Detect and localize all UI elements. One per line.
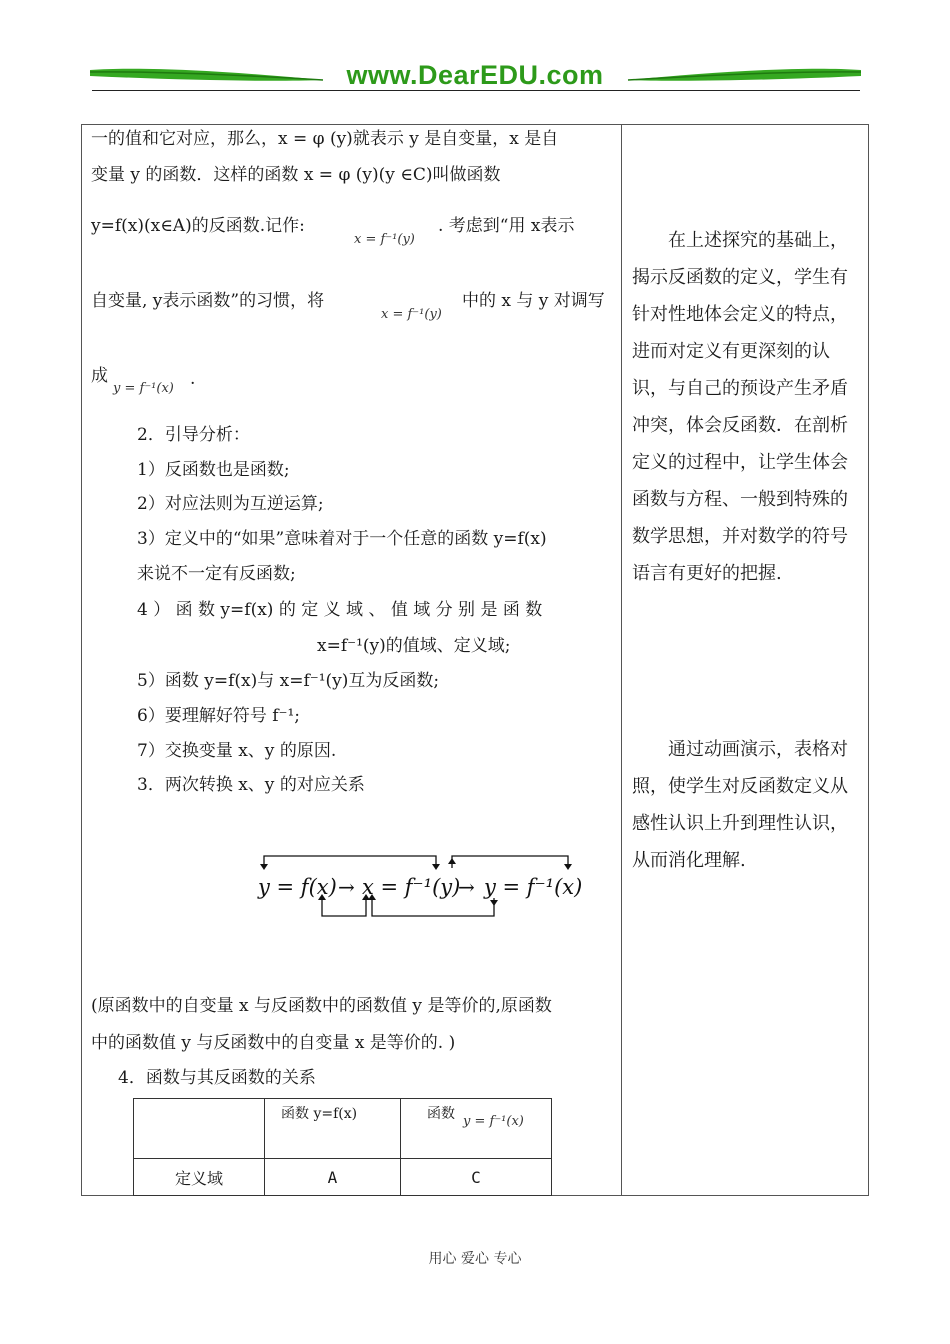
list-item: 2）对应法则为互逆运算; (137, 494, 324, 514)
arrow-head (432, 864, 440, 870)
text-span: 自变量, y表示函数”的习惯，将 (91, 291, 325, 311)
table-header-cell: 函数 y=f(x) (265, 1099, 401, 1159)
page-footer: 用心 爱心 专心 (428, 1251, 522, 1267)
list-item: x=f⁻¹(y)的值域、定义域; (317, 636, 511, 656)
note-line: 中的函数值 y 与反函数中的自变量 x 是等价的. ) (91, 1033, 456, 1053)
list-item: 1）反函数也是函数; (137, 460, 290, 480)
list-item: 4 ） 函 数 y=f(x) 的 定 义 域 、 值 域 分 别 是 函 数 (137, 600, 543, 620)
diagram-arrow: → (338, 875, 355, 899)
table-header-cell (401, 1099, 552, 1159)
list-item: 5）函数 y=f(x)与 x=f⁻¹(y)互为反函数; (137, 671, 440, 691)
text-span: 成 (91, 366, 108, 386)
table-cell: A (265, 1159, 401, 1196)
section-heading: 4．函数与其反函数的关系 (118, 1068, 316, 1088)
swap-bracket-top-right (452, 856, 568, 868)
note-line: (原函数中的自变量 x 与反函数中的函数值 y 是等价的,原函数 (91, 996, 552, 1016)
table-header-text: 函数 (427, 1106, 455, 1122)
diagram-expr-original: y = f(x) (258, 875, 337, 899)
math-inverse-fn: x = f⁻¹(y) (354, 232, 415, 247)
text-line: 一的值和它对应，那么，x = φ (y)就表示 y 是自变量，x 是自 (91, 129, 559, 149)
list-item: 来说不一定有反函数; (137, 564, 296, 584)
list-item: 7）交换变量 x、y 的原因. (137, 741, 337, 761)
table-header-row (134, 1099, 552, 1159)
text-span: y=f(x)(x∈A)的反函数.记作: (91, 216, 305, 236)
section-heading: 3．两次转换 x、y 的对应关系 (137, 775, 365, 795)
math-inverse-fn: x = f⁻¹(y) (381, 307, 442, 322)
arrow-head (260, 864, 268, 870)
list-item: 3）定义中的“如果”意味着对于一个任意的函数 y=f(x) (137, 529, 547, 549)
diagram-arrow: → (458, 875, 475, 899)
table-row (134, 1159, 552, 1196)
diagram-expr-swapped: y = f⁻¹(x) (484, 875, 583, 899)
table-row-label: 定义域 (134, 1159, 265, 1196)
arrow-head (490, 900, 498, 906)
header-rule (92, 90, 860, 91)
math-inverse-fn: y = f⁻¹(x) (113, 381, 174, 396)
diagram-expr-inverse: x = f⁻¹(y) (362, 875, 461, 899)
site-logo-text: www.DearEDU.com (346, 60, 604, 90)
teaching-note-1: 在上述探究的基础上，揭示反函数的定义，学生有针对性地体会定义的特点，进而对定义有更深刻的认识，与自己的预设产生矛盾冲突，体会反函数．在剖析定义的过程中，让学生体会函数与方程、一般到特殊的数学思想，并对数学的符号语言有更好的把握. (632, 230, 848, 584)
swap-bracket-top-left (264, 856, 436, 868)
table-cell (134, 1099, 265, 1159)
text-span: . (190, 369, 196, 389)
function-relation-table (133, 1098, 552, 1196)
swap-bracket-bottom-right (372, 898, 494, 916)
text-span: . 考虑到“用 x表示 (438, 216, 575, 236)
table-cell: C (401, 1159, 552, 1196)
arrow-head (448, 858, 456, 864)
swap-bracket-bottom-left (322, 898, 366, 916)
text-span: 中的 x 与 y 对调写 (462, 291, 605, 311)
table-header-math: y = f⁻¹(x) (463, 1114, 524, 1129)
list-item: 6）要理解好符号 f⁻¹; (137, 706, 301, 726)
arrow-head (564, 864, 572, 870)
teaching-note-2: 通过动画演示，表格对照，使学生对反函数定义从感性认识上升到理性认识，从而消化理解. (632, 739, 848, 871)
page-header (88, 58, 863, 98)
variable-swap-diagram (250, 850, 590, 922)
text-line (91, 215, 305, 237)
section-heading: 2．引导分析： (137, 425, 250, 445)
text-line: 变量 y 的函数．这样的函数 x = φ (y)(y ∈C)叫做函数 (91, 165, 501, 185)
column-divider (621, 124, 622, 1196)
